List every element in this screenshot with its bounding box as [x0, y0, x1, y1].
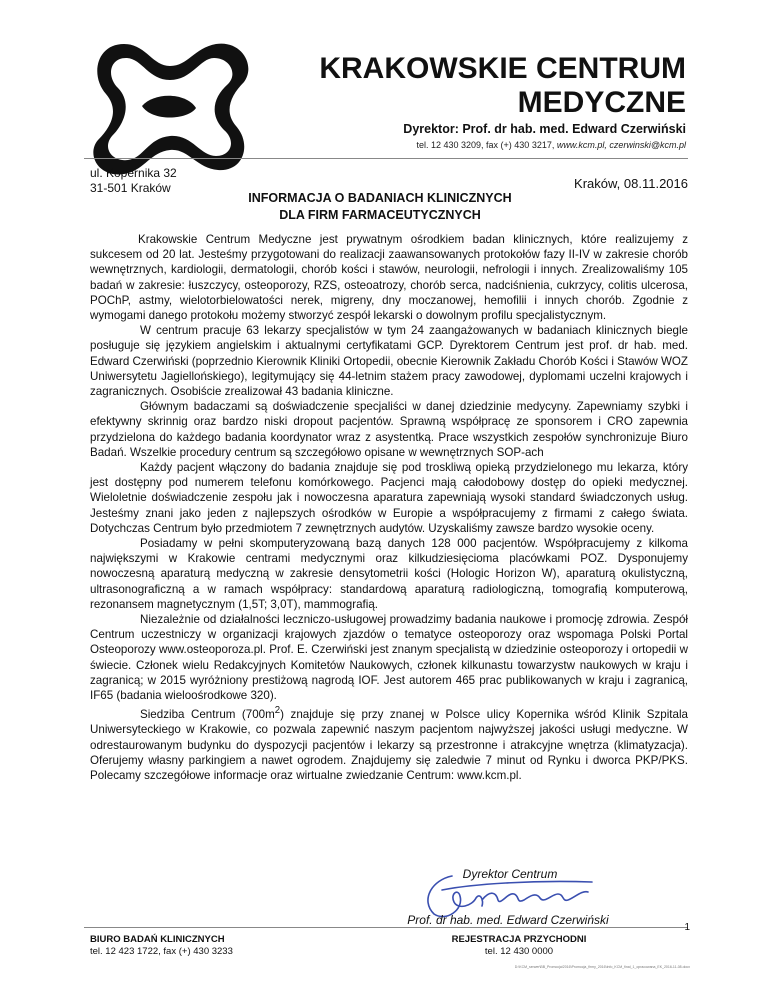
paragraph-7-rest: ) znajduje się przy znanej w Polsce ulicy Kopernika wśród Klinik Szpitala Uniwersyteckiego w Krakowie, co pozwala zapewnić naszym pacjentom najwyższej jakości usługi medyczne. W odrestaurowanym budynku do dyspozycji pacjentów i lekarzy są przestronne i atrakcyjne wnętrza (klimatyzacja). Oferujemy własny parkingiem a nawet ogrodem. Znajdujemy się zaledwie 7 minut od Rynku i dworca PKP/PKS. Polecamy szczegółowe informacje oraz wirtualne zwiedzanie Centrum: www.kcm.pl. [90, 708, 689, 782]
letter-body [90, 232, 688, 783]
address-city: 31-501 Kraków [90, 181, 171, 195]
heading-line-1: INFORMACJA O BADANIACH KLINICZNYCH [248, 191, 512, 205]
paragraph-6: Niezależnie od działalności leczniczo-usługowej prowadzimy badania naukowe i promocję zdrowia. Zespół Centrum uczestniczy w organizacji krajowych zjazdów o tematyce osteoporozy oraz wspomaga Polski Portal Osteoporozy www.osteoporoza.pl. Prof. E. Czerwiński jest znanym specjalistą w dziedzinie osteoporozy i ortopedii w świecie. Członek wielu Redakcyjnych Komitetów Naukowych, członek kilkunastu towarzystw naukowych w kraju i zagranicą; w 2015 wyróżniony prestiżową nagrodą IOF. Jest autorem 465 prac publikowanych w kraju i zagranicą, IF65 (badania wieloośrodkowe 320). [90, 613, 688, 703]
letter-date: Kraków, 08.11.2016 [574, 176, 688, 191]
address-block [90, 166, 177, 196]
footer-clinical-office [90, 934, 233, 958]
footer-divider [84, 927, 688, 928]
kcm-logo-icon [84, 36, 252, 182]
paragraph-7-start: Siedziba Centrum (700m [140, 708, 275, 722]
paragraph-7 [90, 703, 688, 783]
paragraph-2: W centrum pracuje 63 lekarzy specjalistów w tym 24 zaangażowanych w badaniach klinicznych biegle posługuje się językiem angielskim i aktualnymi certyfikatami GCP. Dyrektorem Centrum jest prof. dr hab. med. Edward Czerwiński (poprzednio Kierownik Kliniki Ortopedii, obecnie Kierownik Zakładu Chorób Kości i Stawów WOZ Uniwersytetu Jagiellońskiego), legitymujący się 44-letnim stażem pracy zawodowej, dyplomami uczelni krajowych i zagranicznych. Osobiście zrealizował 43 badania kliniczne. [90, 324, 688, 399]
file-reference: D:\KCM_serwer\BB_Promocja\2016\Promocja_firmy_2016\Info_KCM_final_1_opracowana_EK_2016-11-08.docx [514, 965, 690, 969]
document-heading [230, 190, 530, 224]
paragraph-4: Każdy pacjent włączony do badania znajduje się pod troskliwą opieką przydzielonego mu lekarza, który jest dostępny pod numerem telefonu komórkowego. Pacjenci mają całodobowy dostęp do opieki medycznej. Wieloletnie doświadczenie zespołu jak i nowoczesna aparatura zapewniają wysoki standard świadczonych usług. Jesteśmy znani jako jeden z najlepszych ośrodków w Europie a współpracujemy z firmami z całego świata. Dotychczas Centrum było przedmiotem 7 zewnętrznych audytów. Uzyskaliśmy zawsze bardzo wysokie oceny. [90, 461, 688, 535]
header-divider [84, 158, 688, 159]
footer-registration-title: REJESTRACJA PRZYCHODNI [451, 934, 587, 945]
organization-title [300, 52, 686, 120]
title-line-1: KRAKOWSKIE CENTRUM [319, 52, 686, 85]
paragraph-7-superscript: 2 [274, 705, 281, 717]
header-web-email: www.kcm.pl, czerwinski@kcm.pl [556, 140, 686, 150]
signature-role: Dyrektor Centrum [462, 867, 558, 881]
footer-registration [436, 934, 602, 958]
footer-registration-contact: tel. 12 430 0000 [484, 946, 554, 957]
director-line: Dyrektor: Prof. dr hab. med. Edward Czerwiński [403, 122, 686, 136]
paragraph-1: Krakowskie Centrum Medyczne jest prywatnym ośrodkiem badan klinicznych, które realizujemy z sukcesem od 20 lat. Jesteśmy przygotowani do realizacji zaawansowanych protokołów fazy II-IV w zakresie chorób wewnętrznych, kardiologii, dermatologii, chorób kości i stawów, neurologii, nefrologii i innych. Zrealizowaliśmy 105 badań w zakresie: łuszczycy, osteoporozy, RZS, osteoatrozy, chorób serca, nadciśnienia, cukrzycy, colitis ulcerosa, POChP, astmy, wielotorbielowatości nerek, migreny, dny moczanowej, hemofilii i innych chorób. Zgodnie z wymogami danego protokołu możemy stworzyć zespół lekarski o dowolnym profilu specjalistycznym. [90, 233, 688, 323]
header-contact [300, 140, 686, 150]
header-phone-fax: tel. 12 430 3209, fax (+) 430 3217, [416, 140, 557, 150]
page-number: 1 [684, 922, 690, 933]
signature-name: Prof. dr hab. med. Edward Czerwiński [407, 913, 609, 927]
footer-office-contact: tel. 12 423 1722, fax (+) 430 3233 [90, 946, 233, 957]
paragraph-5: Posiadamy w pełni skomputeryzowaną bazą danych 128 000 pacjentów. Współpracujemy z kilkoma największymi w Krakowie centrami medycznymi oraz kilkudziesięcioma placówkami POZ. Dysponujemy nowoczesną aparaturą medyczną w zakresie densytometrii kości (Hologic Horizon W), aparaturą okulistyczną, ultrasonograficzną a w ramach współpracy: standardową aparaturą radiologiczną, tomografią komputerową, rezonansem magnetycznym (1,5T; 3,0T), mammografią. [90, 537, 688, 611]
title-line-2: MEDYCZNE [517, 86, 686, 119]
paragraph-3: Głównym badaczami są doświadczenie specjaliści w danej dziedzinie medycyny. Zapewniamy szybki i efektywny skrinnig oraz bardzo niski dropout pacjentów. Sprawną współpracę ze sponsorem i CRO zapewnia przydzielona do każdego badania koordynator wraz z asystentką. Prace wszystkich zespołów synchronizuje Biuro Badań. Wszelkie procedury centrum są szczegółowo opisane w wewnętrznych SOP-ach [90, 400, 688, 459]
address-street: ul. Kopernika 32 [90, 166, 177, 180]
footer-office-title: BIURO BADAŃ KLINICZNYCH [90, 934, 225, 945]
heading-line-2: DLA FIRM FARMACEUTYCZNYCH [279, 208, 481, 222]
